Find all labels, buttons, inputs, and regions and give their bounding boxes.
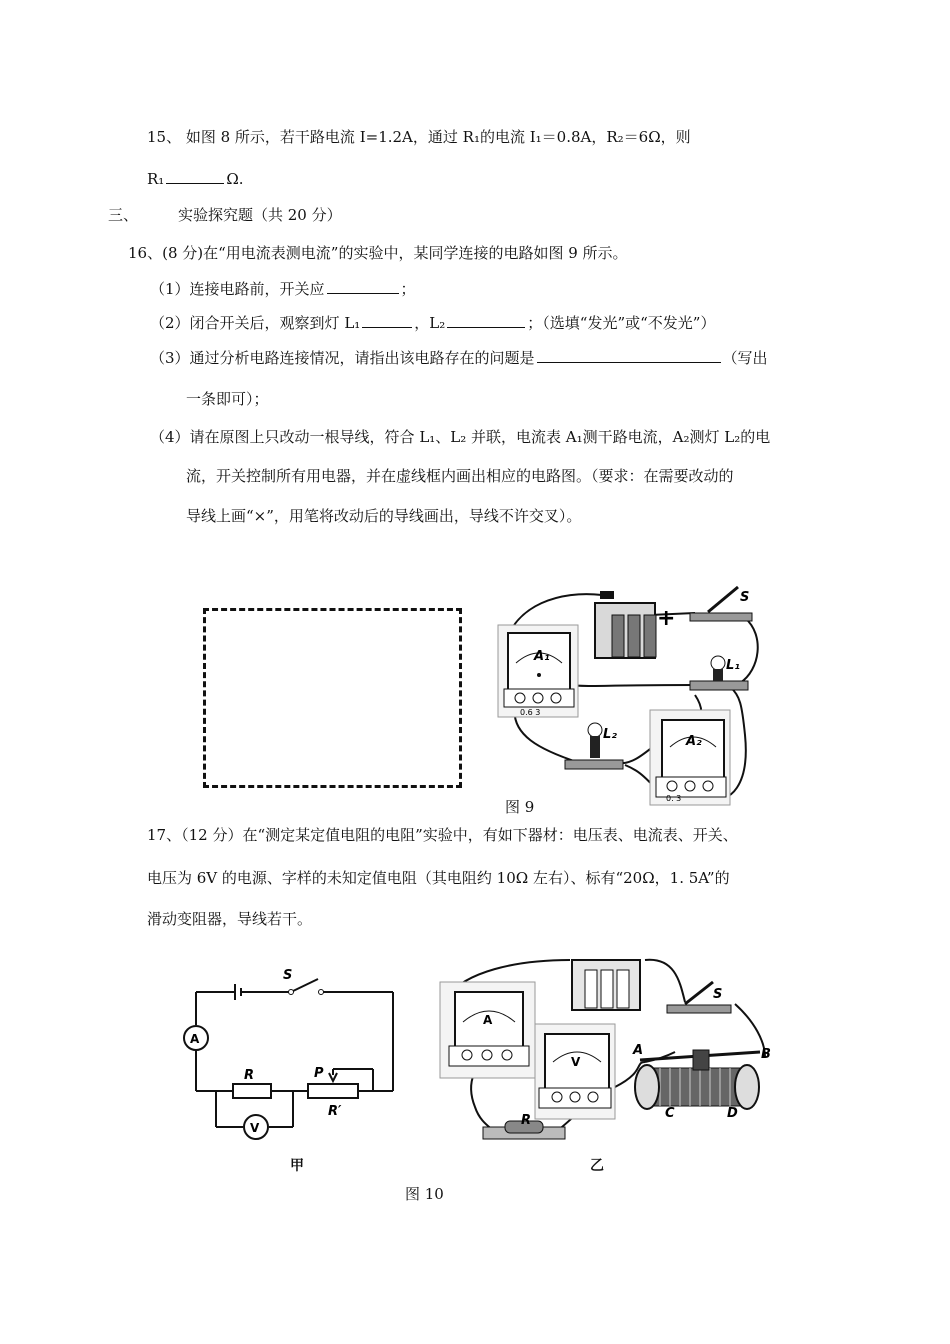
rheostat-icon <box>635 1050 760 1109</box>
wire-switch-l1 <box>740 618 758 683</box>
q16-part2-blank2[interactable] <box>447 326 525 328</box>
meter-a2-scale: 0. 3 <box>666 794 682 803</box>
rheostat-label-a: A <box>633 1043 644 1058</box>
q17-line2: 电压为 6V 的电源、字样的未知定值电阻（其电阻约 10Ω 左右）、标有“20Ω，1. 5A”的 <box>147 869 730 887</box>
q16-part3-line2: 一条即可）； <box>186 390 269 408</box>
q15-r1: R₁ <box>147 170 165 188</box>
q16-part2-mid: ，L₂ <box>414 314 446 332</box>
figure-9-circuit <box>490 585 770 810</box>
switch-label-2: S <box>713 987 723 1002</box>
figure-9-caption: 图 9 <box>505 798 535 816</box>
q16-intro: 16、(8 分)在“用电流表测电流”的实验中，某同学连接的电路如图 9 所示。 <box>128 244 628 262</box>
figure-10-sub-right: 乙 <box>590 1158 604 1174</box>
schematic-voltmeter-label: V <box>250 1121 260 1135</box>
figure-10-schematic <box>178 965 408 1145</box>
ammeter-a1-icon <box>498 625 578 717</box>
q16-part3 <box>150 351 768 366</box>
q16-part3-end: （写出 <box>722 349 768 367</box>
schematic-slider-label: P <box>314 1066 324 1081</box>
q15-unit: Ω. <box>226 170 244 188</box>
q16-part2 <box>150 316 715 331</box>
slider-arrow-icon <box>329 1069 337 1081</box>
schematic-rheostat-label: R′ <box>328 1104 342 1119</box>
lamp-l1-label: L₁ <box>726 658 740 673</box>
q15-line1: 15、 如图 8 所示，若干路电流 I=1.2A，通过 R₁的电流 I₁＝0.8A，R₂＝6Ω，则 <box>147 128 691 146</box>
section-title: 实验探究题（共 20 分） <box>178 206 342 224</box>
schematic-ammeter-label: A <box>190 1032 200 1046</box>
meter-a-label-2: A <box>483 1013 493 1027</box>
q15-answer-blank[interactable] <box>166 182 224 184</box>
q16-part2-blank1[interactable] <box>362 326 412 328</box>
figure-10-sub-left: 甲 <box>290 1158 304 1174</box>
resistor-label-2: R <box>521 1113 532 1128</box>
q16-part2-end: ；（选填“发光”或“不发光”） <box>527 314 716 332</box>
q16-part4-line3: 导线上画“×”，用笔将改动后的导线画出，导线不许交叉）。 <box>186 507 582 525</box>
voltmeter-icon-2 <box>535 1024 615 1119</box>
q16-part3-blank[interactable] <box>537 361 721 363</box>
meter-a2-label: A₂ <box>686 734 702 749</box>
q16-part1-end: ； <box>400 280 416 298</box>
figure-10-physical <box>435 942 780 1152</box>
q16-part1 <box>150 282 416 297</box>
drawing-box[interactable] <box>203 608 462 788</box>
battery-plus-label: + <box>657 606 676 631</box>
lamp-l2-label: L₂ <box>603 727 617 742</box>
q16-part1-blank[interactable] <box>327 292 399 294</box>
figure-10-caption: 图 10 <box>405 1185 444 1203</box>
ammeter-icon-2 <box>440 982 535 1078</box>
q16-part2-text: （2）闭合开关后，观察到灯 L₁ <box>150 314 361 332</box>
q17-line3: 滑动变阻器，导线若干。 <box>147 910 313 928</box>
battery-icon <box>595 591 656 658</box>
q17-line1: 17、（12 分）在“测定某定值电阻的电阻”实验中，有如下器材：电压表、电流表、开关、 <box>147 826 738 844</box>
meter-a1-scale: 0.6 3 <box>520 708 541 717</box>
meter-v-label-2: V <box>571 1055 581 1069</box>
rheostat-label-c: C <box>665 1106 675 1121</box>
schematic-resistor-label: R <box>244 1068 255 1083</box>
q16-part3-text: （3）通过分析电路连接情况，请指出该电路存在的问题是 <box>150 349 535 367</box>
rheostat-label-d: D <box>727 1106 738 1121</box>
rheostat-label-b: B <box>761 1047 771 1062</box>
q16-part1-text: （1）连接电路前，开关应 <box>150 280 325 298</box>
battery-icon-2 <box>572 960 640 1010</box>
schematic-switch-label: S <box>283 968 293 983</box>
q16-part4-line1: （4）请在原图上只改动一根导线，符合 L₁、L₂ 并联，电流表 A₁测干路电流，A₂测灯 L₂的电 <box>150 428 771 446</box>
switch-label: S <box>740 590 750 605</box>
section-number: 三、 <box>108 206 139 224</box>
q16-part4-line2: 流，开关控制所有用电器，并在虚线框内画出相应的电路图。（要求：在需要改动的 <box>186 467 734 485</box>
meter-a1-label: A₁ <box>534 649 550 664</box>
ammeter-a2-icon <box>650 710 730 805</box>
q15-line2 <box>147 172 244 187</box>
